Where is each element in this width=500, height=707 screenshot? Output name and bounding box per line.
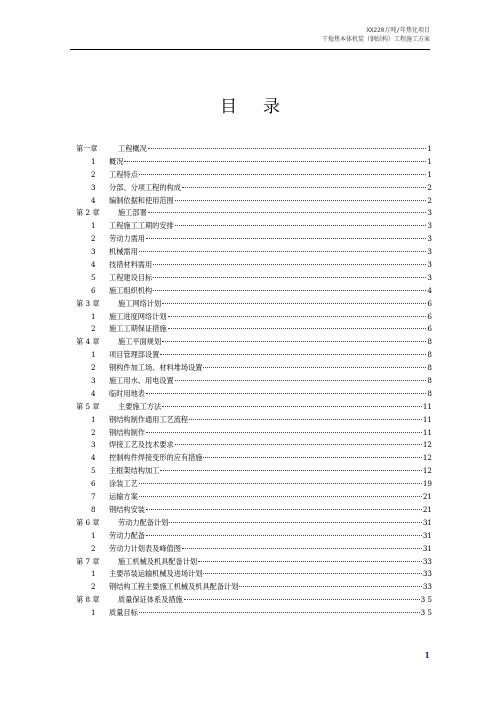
toc-section-entry[interactable] [76,182,432,195]
toc-entry-title: 劳动力计划表及峰值图 [109,543,181,553]
toc-chapter-entry[interactable] [76,207,432,220]
toc-section-entry[interactable] [76,388,432,401]
toc-entry-title: 运输方案 [109,492,138,502]
toc-dot-leader [148,148,427,149]
toc-entry-title: 工程特点 [109,169,138,179]
toc-dot-leader [162,406,422,407]
toc-section-entry[interactable] [76,323,432,336]
toc-entry-title: 劳动力配备计划 [118,517,169,527]
toc-entry-page: 12 [422,453,432,463]
toc-entry-title: 主要施工方法 [118,401,162,411]
toc-dot-leader [182,187,427,188]
toc-entry-title: 涂装工艺 [109,479,138,489]
toc-entry-number: 4 [91,260,96,270]
toc-entry-page: 11 [422,427,432,437]
toc-entry-title: 分部、分项工程的构成 [109,182,181,192]
toc-dot-leader [124,161,426,162]
toc-entry-number: 2 [91,324,96,334]
toc-entry-page: 1 [427,144,432,153]
toc-section-entry[interactable] [76,414,432,427]
toc-entry-page: 8 [427,376,432,386]
toc-dot-leader [146,509,422,510]
toc-entry-number: 1 [91,414,96,424]
toc-entry-title: 工程建设目标 [109,272,153,282]
toc-section-entry[interactable] [76,156,432,169]
toc-entry-number: 7 [91,492,96,502]
toc-entry-number: 3 [91,247,96,257]
toc-dot-leader [203,457,421,458]
toc-entry-page: 3 [427,247,432,257]
toc-entry-number: 第 3 章 [76,298,100,308]
toc-entry-title: 临时用地表 [109,388,145,398]
toc-entry-page: 12 [422,440,432,450]
toc-entry-number: 4 [91,453,96,463]
header-document-name: 干熄焦本体机装（钢结构）工程施工方案 [321,36,430,43]
toc-section-entry[interactable] [76,607,432,620]
toc-entry-page: 3 5 [420,595,432,605]
toc-section-entry[interactable] [76,220,432,233]
toc-entry-number: 1 [91,569,96,579]
toc-section-entry[interactable] [76,452,432,465]
toc-entry-number: 4 [91,388,96,398]
toc-chapter-entry[interactable] [76,517,432,530]
toc-entry-page: 1 [427,156,432,166]
toc-entry-number: 第 7 章 [76,556,100,566]
toc-section-entry[interactable] [76,375,432,388]
toc-dot-leader [146,432,422,433]
toc-dot-leader [148,212,427,213]
toc-entry-number: 6 [91,479,96,489]
toc-entry-page: 12 [422,466,432,476]
toc-entry-number: 2 [91,427,96,437]
toc-dot-leader [160,470,422,471]
toc-entry-title: 施工用水、用电设置 [109,376,174,386]
toc-section-entry[interactable] [76,195,432,208]
toc-dot-leader [203,367,426,368]
toc-chapter-entry[interactable] [76,594,432,607]
toc-entry-title: 施工组织机构 [109,285,153,295]
toc-dot-leader [175,380,427,381]
toc-entry-page: 6 [427,324,432,334]
toc-entry-number: 3 [91,376,96,386]
page-title: 目录 [220,97,306,117]
toc-entry-number: 第 4 章 [76,337,100,347]
toc-section-entry[interactable] [76,285,432,298]
toc-entry-page: 33 [422,556,432,566]
toc-dot-leader [189,419,422,420]
toc-section-entry[interactable] [76,439,432,452]
toc-entry-page: 2 [427,195,432,205]
toc-entry-number: 第 8 章 [76,595,100,605]
toc-entry-number: 2 [91,582,96,592]
toc-entry-page: 4 [427,285,432,295]
toc-entry-number: 第 2 章 [76,208,100,218]
toc-dot-leader [139,496,422,497]
toc-entry-page: 8 [427,363,432,373]
toc-dot-leader [175,200,427,201]
toc-entry-number: 5 [91,466,96,476]
toc-section-entry[interactable] [76,581,432,594]
toc-dot-leader [175,444,422,445]
toc-dot-leader [184,599,420,600]
toc-entry-page: 8 [427,388,432,398]
toc-section-entry[interactable] [76,568,432,581]
toc-entry-number: 2 [91,234,96,244]
toc-chapter-entry[interactable] [76,298,432,311]
toc-entry-title: 工程概况 [118,144,147,153]
toc-entry-title: 技措材料需用 [109,260,153,270]
toc-entry-number: 1 [91,608,96,618]
toc-entry-number: 第一章 [76,144,98,153]
toc-dot-leader [139,612,420,613]
toc-dot-leader [160,354,426,355]
toc-entry-title: 焊接工艺及技术要求 [109,440,174,450]
toc-section-entry[interactable] [76,530,432,543]
toc-dot-leader [146,238,426,239]
toc-dot-leader [139,251,427,252]
toc-chapter-entry[interactable] [76,143,432,156]
toc-entry-title: 钢构件加工场、材料堆场设置 [109,363,203,373]
toc-entry-number: 2 [91,363,96,373]
toc-section-entry[interactable] [76,491,432,504]
toc-entry-page: 31 [422,543,432,553]
toc-entry-page: 3 [427,221,432,231]
header-rule [70,49,430,50]
toc-section-entry[interactable] [76,169,432,182]
toc-entry-title: 工程施工工期的安排 [109,221,174,231]
toc-section-entry[interactable] [76,427,432,440]
toc-section-entry[interactable] [76,349,432,362]
toc-entry-page: 31 [422,517,432,527]
toc-entry-page: 6 [427,311,432,321]
toc-dot-leader [239,586,421,587]
toc-entry-title: 质量目标 [109,608,138,618]
table-of-contents [76,143,432,620]
toc-entry-title: 主框架结构加工 [109,466,160,476]
toc-entry-page: 3 5 [420,608,432,618]
toc-entry-number: 1 [91,221,96,231]
toc-entry-title: 钢结构制作 [109,427,145,437]
toc-section-entry[interactable] [76,233,432,246]
toc-entry-number: 2 [91,543,96,553]
toc-entry-title: 编制依据和使用范围 [109,195,174,205]
toc-dot-leader [162,341,426,342]
toc-dot-leader [182,548,422,549]
toc-entry-page: 3 [427,260,432,270]
toc-entry-page: 3 [427,272,432,282]
toc-entry-title: 施工工期保证措施 [109,324,167,334]
toc-entry-title: 劳动力配备 [109,530,145,540]
toc-section-entry[interactable] [76,543,432,556]
toc-entry-page: 1 [427,169,432,179]
toc-entry-page: 2 [427,182,432,192]
toc-dot-leader [153,290,426,291]
toc-entry-number: 第 6 章 [76,517,100,527]
toc-entry-page: 3 [427,234,432,244]
toc-entry-number: 8 [91,504,96,514]
toc-entry-page: 21 [422,504,432,514]
toc-entry-page: 3 [427,208,432,218]
toc-section-entry[interactable] [76,362,432,375]
toc-dot-leader [139,483,422,484]
toc-entry-number: 1 [91,350,96,360]
toc-entry-title: 施工平面规划 [118,337,162,347]
toc-entry-page: 11 [422,414,432,424]
toc-entry-page: 19 [422,479,432,489]
toc-section-entry[interactable] [76,504,432,517]
toc-entry-title: 机械需用 [109,247,138,257]
toc-chapter-entry[interactable] [76,336,432,349]
toc-entry-number: 1 [91,530,96,540]
toc-dot-leader [168,316,427,317]
toc-entry-number: 1 [91,311,96,321]
toc-section-entry[interactable] [76,478,432,491]
toc-entry-title: 钢结构制作通用工艺流程 [109,414,189,424]
toc-dot-leader [168,328,427,329]
toc-section-entry[interactable] [76,465,432,478]
toc-entry-number: 4 [91,195,96,205]
toc-dot-leader [146,393,426,394]
toc-entry-title: 施工机械及机具配备计划 [118,556,198,566]
toc-section-entry[interactable] [76,272,432,285]
toc-entry-page: 31 [422,530,432,540]
toc-entry-number: 5 [91,272,96,282]
toc-dot-leader [139,174,427,175]
toc-section-entry[interactable] [76,259,432,272]
toc-entry-title: 控制构件焊接变形的应有措施 [109,453,203,463]
toc-entry-title: 项目管理部设置 [109,350,160,360]
toc-entry-page: 33 [422,582,432,592]
toc-dot-leader [153,277,426,278]
toc-dot-leader [146,535,422,536]
toc-dot-leader [169,522,422,523]
toc-entry-page: 11 [422,401,432,411]
toc-entry-number: 第 5 章 [76,401,100,411]
toc-entry-number: 1 [91,156,96,166]
toc-dot-leader [203,573,421,574]
running-header [322,26,430,44]
toc-entry-page: 6 [427,298,432,308]
toc-entry-title: 施工部署 [118,208,147,218]
toc-entry-number: 6 [91,285,96,295]
toc-entry-title: 钢结构安装 [109,504,145,514]
header-project-name: XX220万吨/年焦化项目 [366,27,430,34]
toc-entry-page: 8 [427,350,432,360]
toc-dot-leader [198,561,422,562]
toc-entry-title: 主要吊装运输机械及进场计划 [109,569,203,579]
toc-section-entry[interactable] [76,246,432,259]
toc-entry-title: 质量保证体系及措施 [118,595,183,605]
toc-entry-page: 33 [422,569,432,579]
toc-chapter-entry[interactable] [76,401,432,414]
toc-dot-leader [175,225,427,226]
toc-chapter-entry[interactable] [76,556,432,569]
toc-dot-leader [153,264,426,265]
page-number: 1 [424,650,430,660]
toc-entry-page: 21 [422,492,432,502]
toc-entry-number: 3 [91,440,96,450]
toc-entry-title: 劳动力需用 [109,234,145,244]
toc-entry-title: 施工网络计划 [118,298,162,308]
toc-section-entry[interactable] [76,311,432,324]
toc-entry-title: 概况 [109,156,124,166]
toc-entry-page: 8 [427,337,432,347]
toc-entry-number: 3 [91,182,96,192]
toc-dot-leader [162,303,426,304]
toc-entry-number: 2 [91,169,96,179]
toc-entry-title: 施工进度网络计划 [109,311,167,321]
toc-entry-title: 钢结构工程主要施工机械及机具配备计划 [109,582,239,592]
